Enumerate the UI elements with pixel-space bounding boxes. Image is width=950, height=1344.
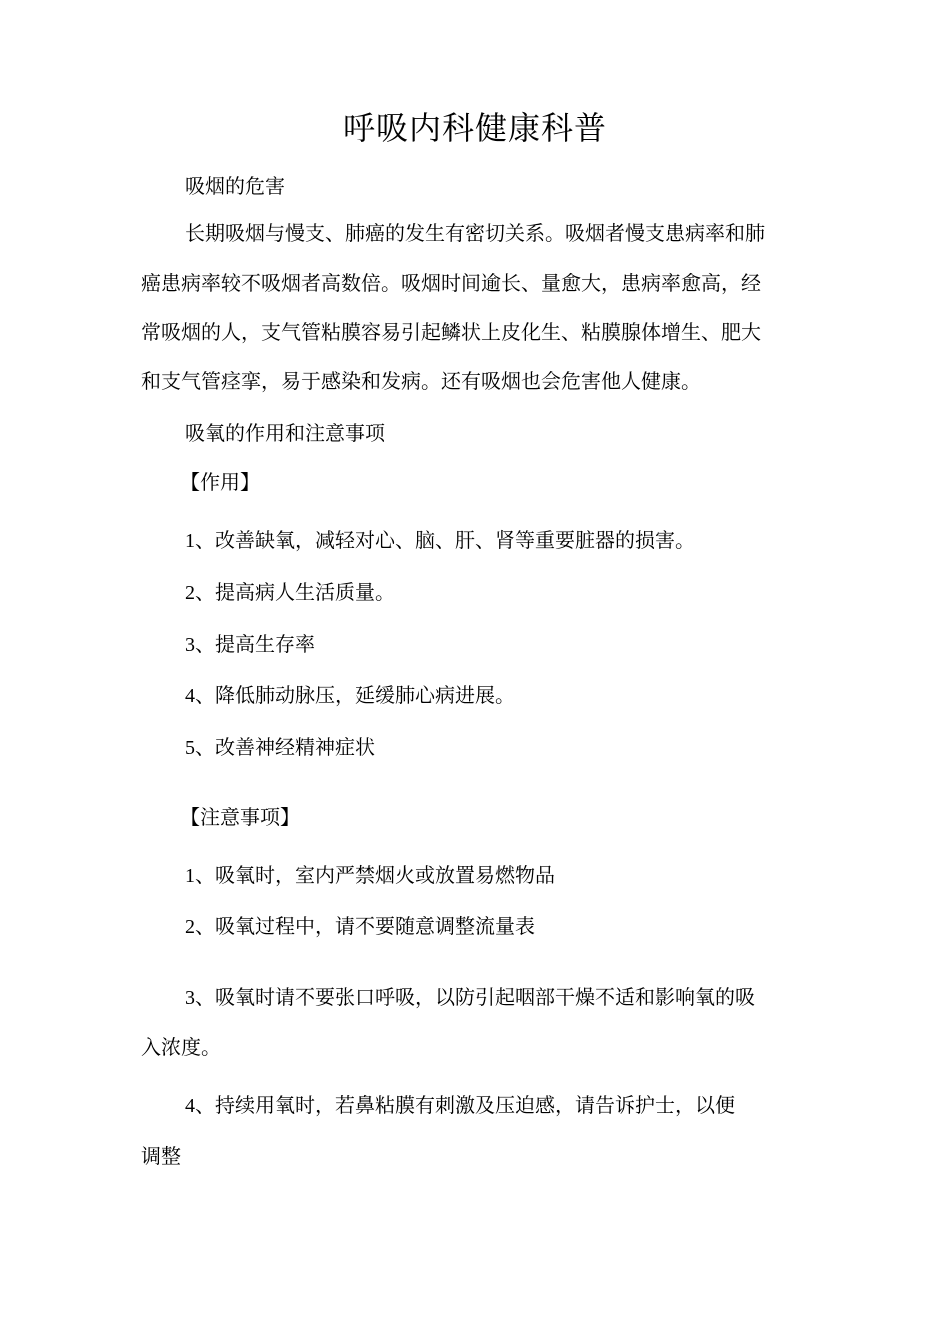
section-heading-smoking-harm: 吸烟的危害 bbox=[185, 174, 285, 198]
list-item-continuation: 入浓度。 bbox=[141, 1035, 221, 1059]
function-heading: 【作用】 bbox=[180, 470, 260, 494]
section-heading-oxygen: 吸氧的作用和注意事项 bbox=[185, 421, 385, 445]
list-item-number: 4 bbox=[185, 685, 195, 707]
list-item-text: 、提高病人生活质量。 bbox=[195, 580, 395, 604]
list-item-number: 4 bbox=[185, 1095, 195, 1117]
list-item-text: 、降低肺动脉压，延缓肺心病进展。 bbox=[195, 683, 515, 707]
list-item bbox=[185, 526, 695, 555]
list-item bbox=[185, 983, 755, 1012]
list-item bbox=[185, 861, 555, 890]
list-item bbox=[185, 1091, 735, 1120]
paragraph-line: 癌患病率较不吸烟者高数倍。吸烟时间逾长、量愈大，患病率愈高，经 bbox=[141, 271, 761, 295]
list-item bbox=[185, 681, 515, 710]
list-item-text: 、改善神经精神症状 bbox=[195, 735, 375, 759]
list-item bbox=[185, 578, 395, 607]
list-item bbox=[185, 630, 315, 659]
list-item-continuation: 调整 bbox=[141, 1144, 181, 1168]
paragraph-line: 和支气管痉挛，易于感染和发病。还有吸烟也会危害他人健康。 bbox=[141, 369, 701, 393]
list-item-number: 2 bbox=[185, 582, 195, 604]
list-item-text: 、吸氧时请不要张口呼吸，以防引起咽部干燥不适和影响氧的吸 bbox=[195, 985, 755, 1009]
list-item-text: 、提高生存率 bbox=[195, 632, 315, 656]
list-item-number: 1 bbox=[185, 865, 195, 887]
list-item-number: 2 bbox=[185, 916, 195, 938]
list-item-number: 3 bbox=[185, 987, 195, 1009]
list-item-text: 、吸氧过程中，请不要随意调整流量表 bbox=[195, 914, 535, 938]
list-item-text: 、改善缺氧，减轻对心、脑、肝、肾等重要脏器的损害。 bbox=[195, 528, 695, 552]
list-item-text: 、持续用氧时，若鼻粘膜有刺激及压迫感，请告诉护士，以便 bbox=[195, 1093, 735, 1117]
page-title: 呼吸内科健康科普 bbox=[342, 109, 607, 147]
paragraph-line: 长期吸烟与慢支、肺癌的发生有密切关系。吸烟者慢支患病率和肺 bbox=[185, 221, 765, 245]
list-item bbox=[185, 733, 375, 762]
notes-heading: 【注意事项】 bbox=[180, 805, 300, 829]
paragraph-line: 常吸烟的人，支气管粘膜容易引起鳞状上皮化生、粘膜腺体增生、肥大 bbox=[141, 320, 761, 344]
list-item bbox=[185, 912, 535, 941]
list-item-number: 3 bbox=[185, 634, 195, 656]
list-item-number: 1 bbox=[185, 530, 195, 552]
list-item-text: 、吸氧时，室内严禁烟火或放置易燃物品 bbox=[195, 863, 555, 887]
list-item-number: 5 bbox=[185, 737, 195, 759]
